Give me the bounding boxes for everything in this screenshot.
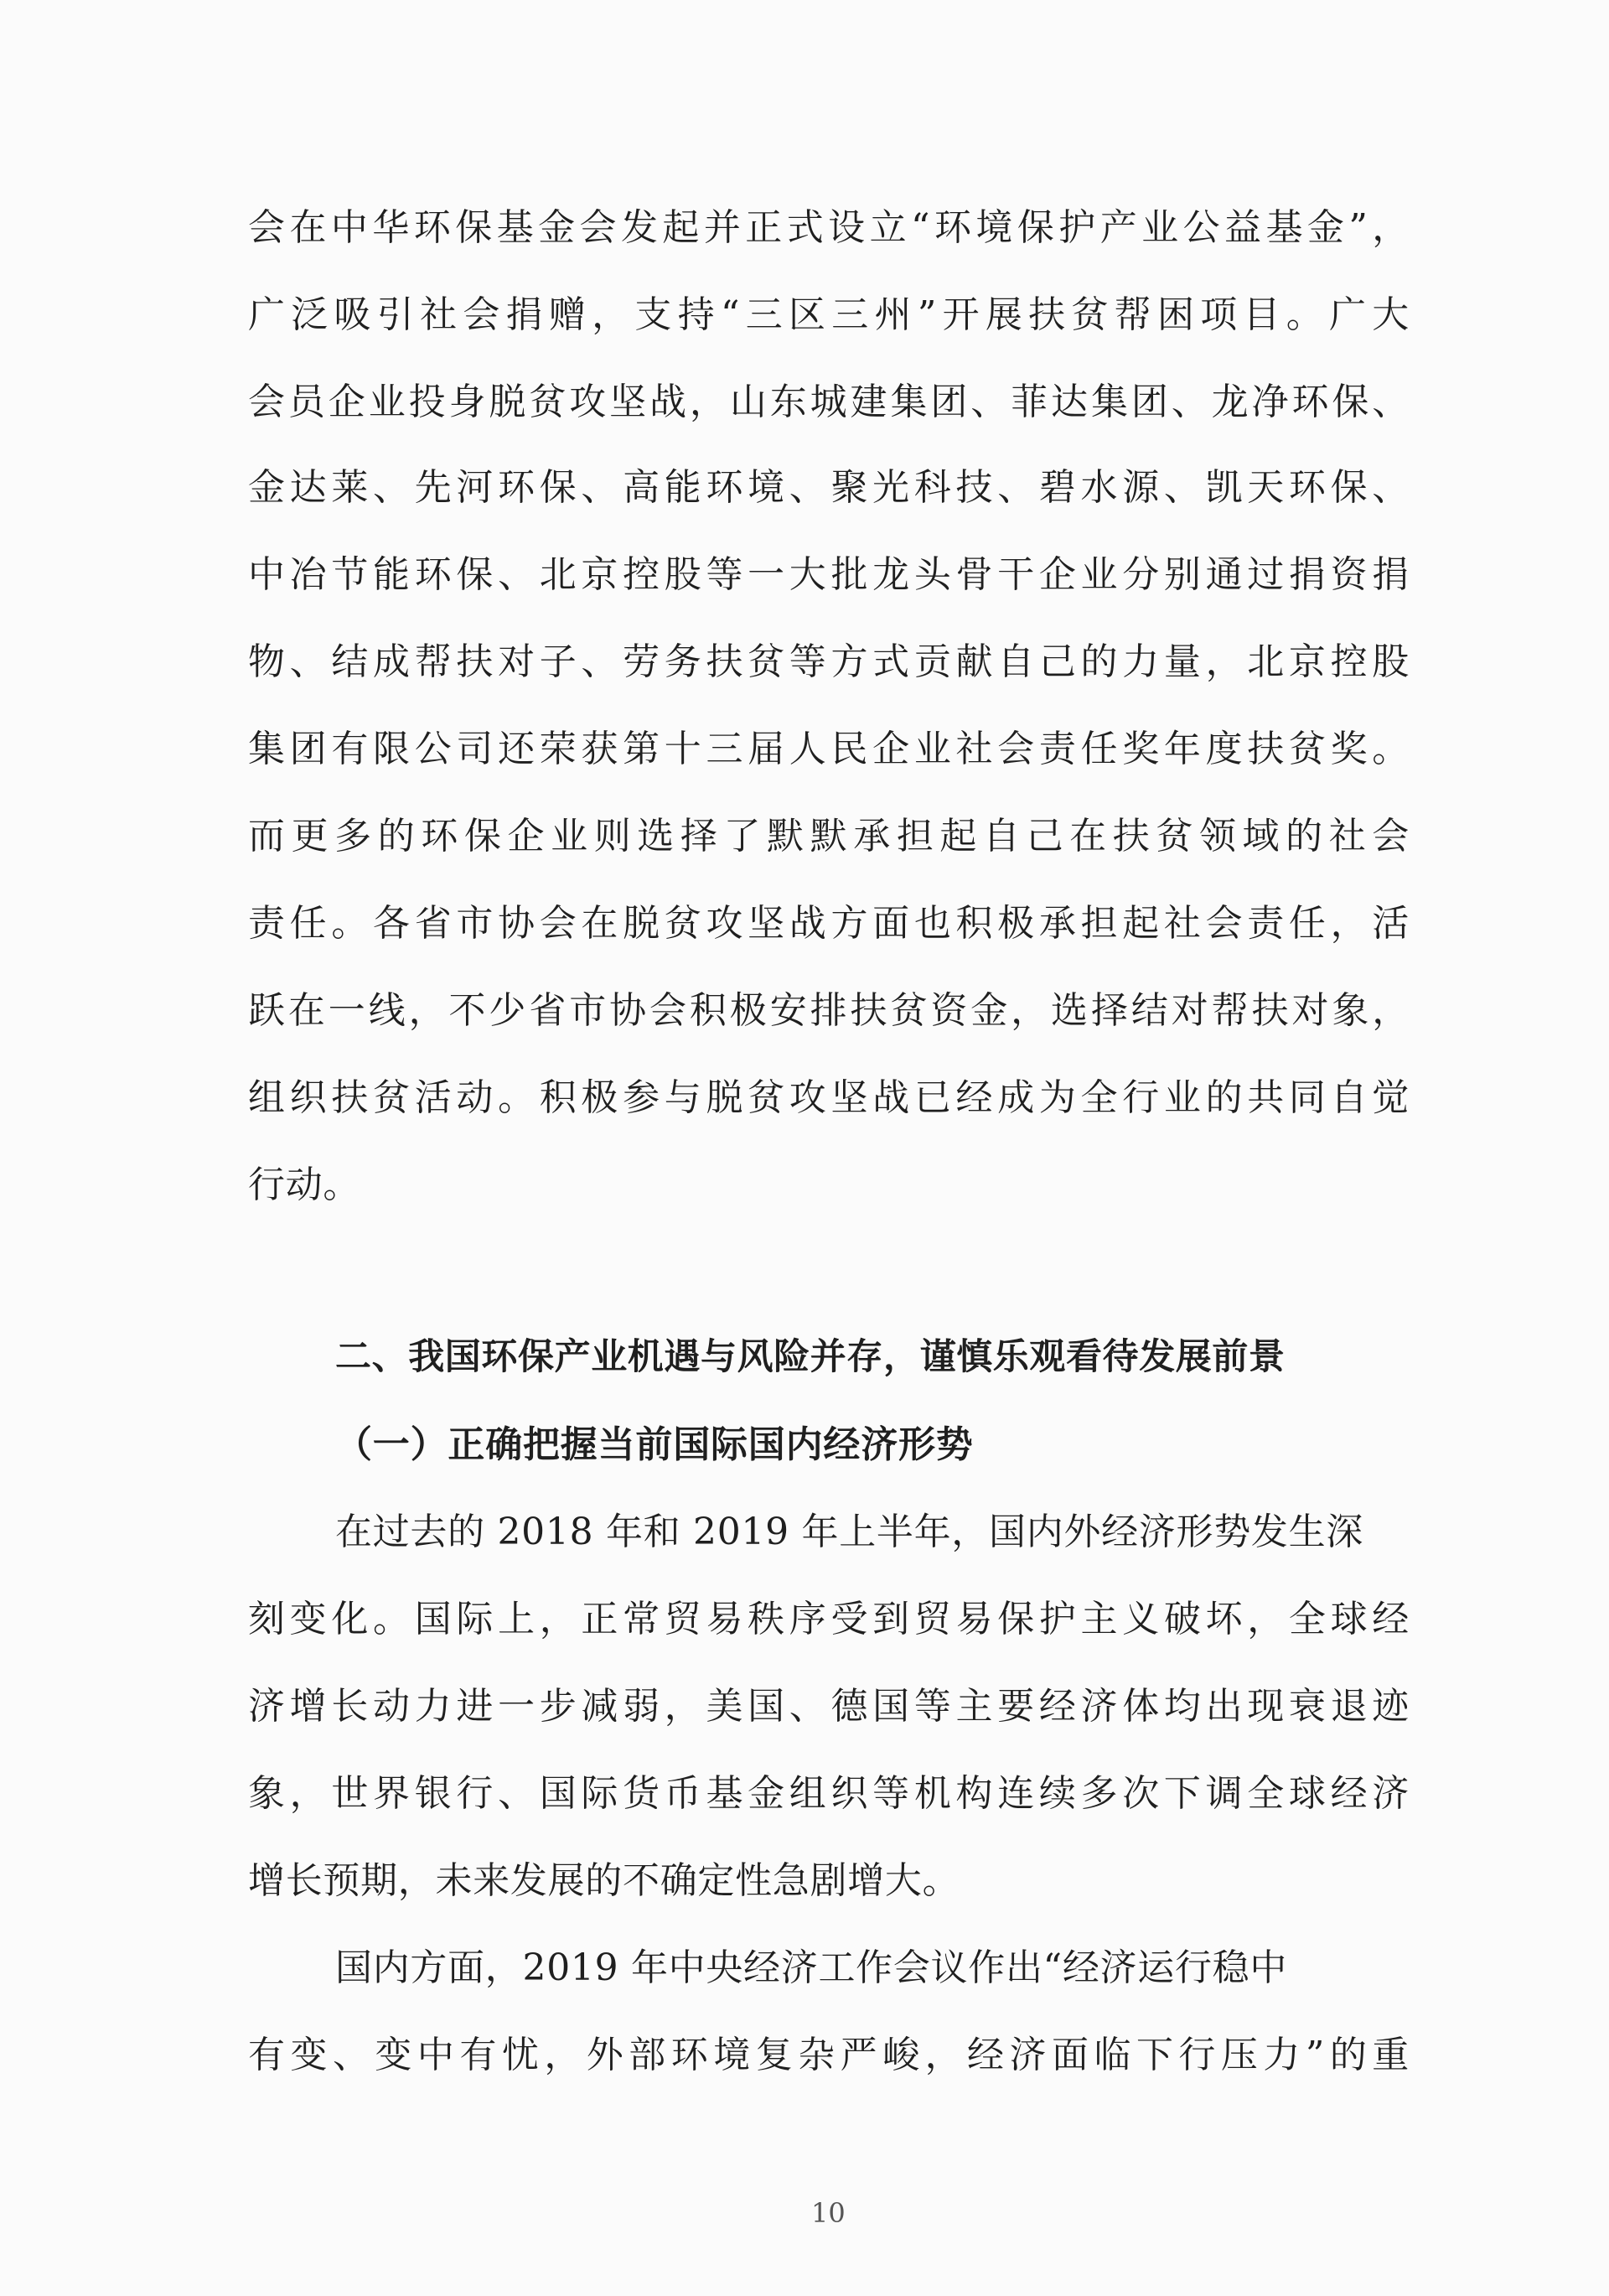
paragraph-1-line-10: 跃在一线，不少省市协会积极安排扶贫资金，选择结对帮扶对象， — [248, 989, 1410, 1032]
paragraph-1-line-5: 中冶节能环保、北京控股等一大批龙头骨干企业分别通过捐资捐 — [248, 553, 1410, 596]
section-heading: 二、我国环保产业机遇与风险并存，谨慎乐观看待发展前景 — [335, 1336, 1286, 1378]
paragraph-2-line-3: 济增长动力进一步减弱，美国、德国等主要经济体均出现衰退迹 — [248, 1685, 1410, 1728]
paragraph-1-line-2: 广泛吸引社会捐赠，支持“三区三州”开展扶贫帮困项目。广大 — [248, 293, 1410, 336]
paragraph-2-line-4: 象，世界银行、国际货币基金组织等机构连续多次下调全球经济 — [248, 1772, 1410, 1815]
paragraph-1-line-12: 行动。 — [248, 1164, 361, 1206]
paragraph-1-line-3: 会员企业投身脱贫攻坚战，山东城建集团、菲达集团、龙净环保、 — [248, 381, 1410, 423]
page-number: 10 — [811, 2197, 846, 2229]
paragraph-2-line-1: 在过去的 2018 年和 2019 年上半年，国内外经济形势发生深 — [335, 1511, 1363, 1553]
paragraph-1-line-6: 物、结成帮扶对子、劳务扶贫等方式贡献自己的力量，北京控股 — [248, 640, 1410, 683]
paragraph-2-line-2: 刻变化。国际上，正常贸易秩序受到贸易保护主义破坏，全球经 — [248, 1598, 1410, 1640]
paragraph-1-line-9: 责任。各省市协会在脱贫攻坚战方面也积极承担起社会责任，活 — [248, 902, 1410, 945]
paragraph-1-line-7: 集团有限公司还荣获第十三届人民企业社会责任奖年度扶贫奖。 — [248, 728, 1410, 770]
paragraph-1-line-11: 组织扶贫活动。积极参与脱贫攻坚战已经成为全行业的共同自觉 — [248, 1076, 1410, 1119]
subsection-heading: （一）正确把握当前国际国内经济形势 — [335, 1423, 974, 1466]
paragraph-3-line-1: 国内方面，2019 年中央经济工作会议作出“经济运行稳中 — [335, 1946, 1288, 1989]
paragraph-2-line-5: 增长预期，未来发展的不确定性急剧增大。 — [248, 1859, 960, 1902]
paragraph-1-line-4: 金达莱、先河环保、高能环境、聚光科技、碧水源、凯天环保、 — [248, 466, 1410, 509]
paragraph-1-line-1: 会在中华环保基金会发起并正式设立“环境保护产业公益基金”， — [248, 206, 1410, 249]
paragraph-3-line-2: 有变、变中有忧，外部环境复杂严峻，经济面临下行压力”的重 — [248, 2034, 1410, 2076]
paragraph-1-line-8: 而更多的环保企业则选择了默默承担起自己在扶贫领域的社会 — [248, 815, 1410, 858]
